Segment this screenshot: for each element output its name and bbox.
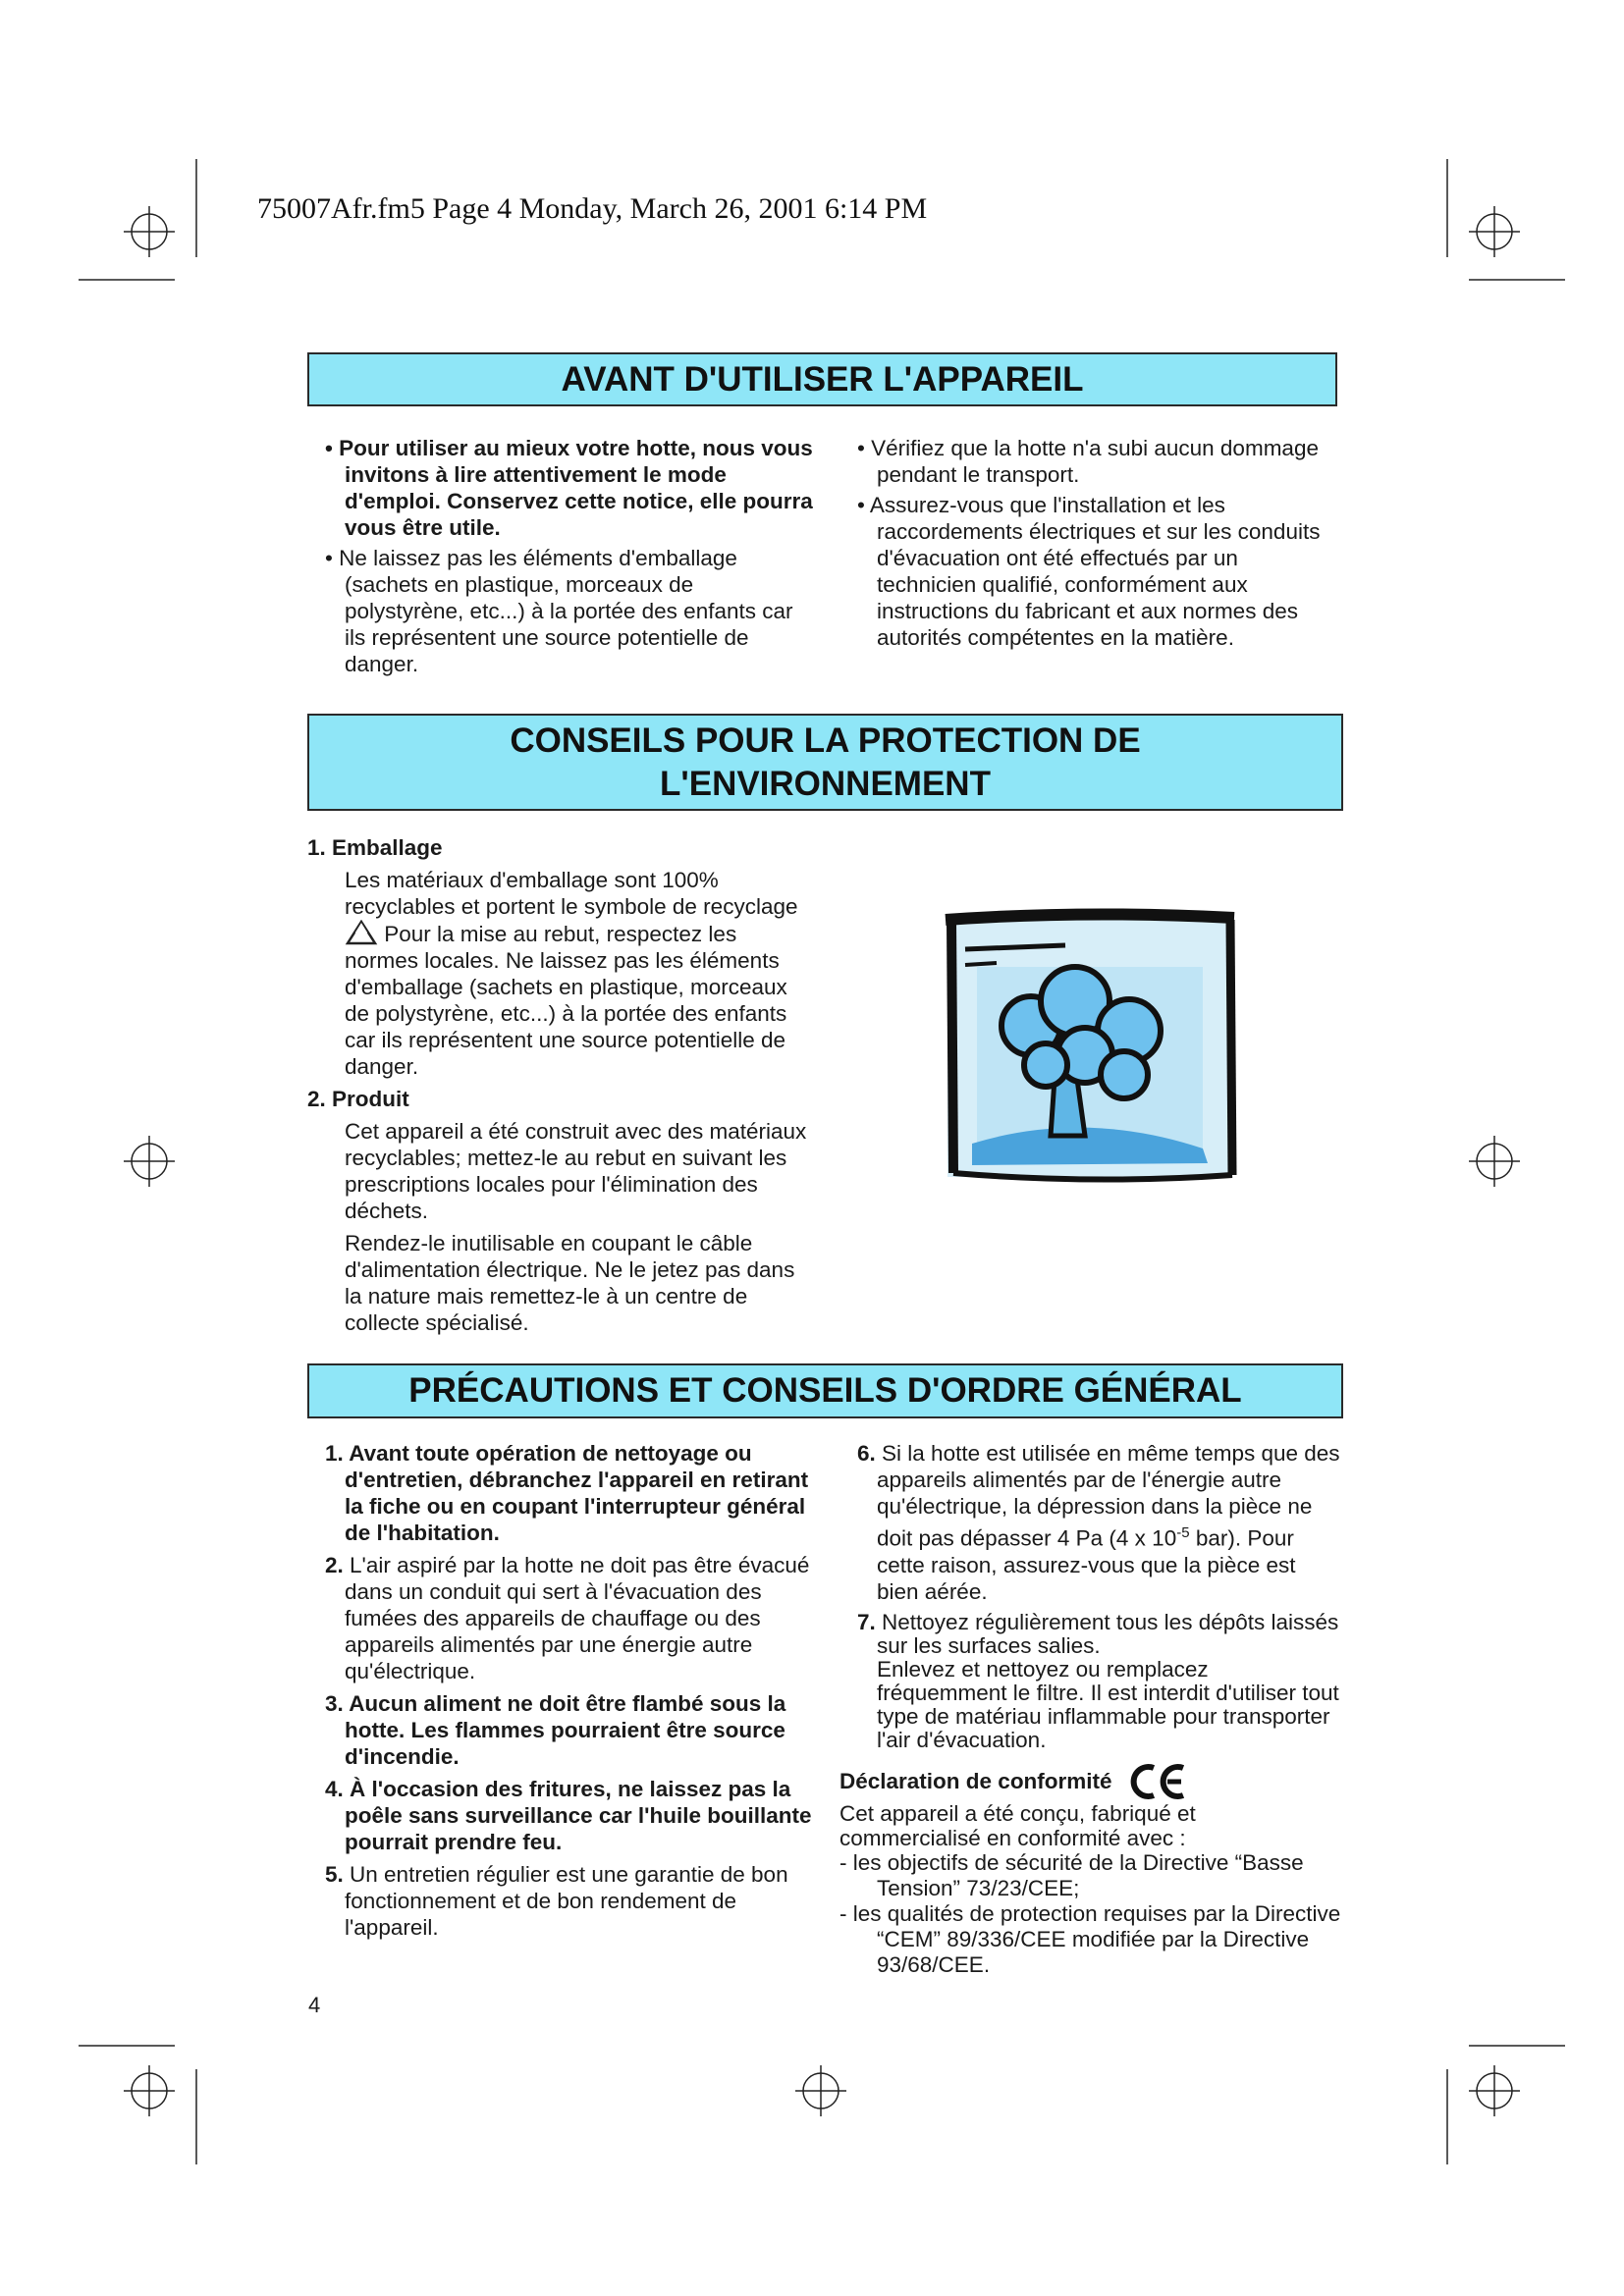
- paragraph: Cet appareil a été construit avec des matériaux recyclables; mettez-le au rebut en suivant les prescriptions locales pour l'élimination des déchets.: [345, 1119, 807, 1223]
- list-item: • Pour utiliser au mieux votre hotte, nous vous invitons à lire attentivement le mode d'emploi. Conservez cette notice, elle pourra vous être utile.: [325, 436, 813, 540]
- ce-mark-icon: [1126, 1762, 1187, 1801]
- section-title-precautions: PRÉCAUTIONS ET CONSEILS D'ORDRE GÉNÉRAL: [307, 1363, 1343, 1418]
- list-item: 7. Nettoyez régulièrement tous les dépôts laissés sur les surfaces salies. Enlevez et nettoyez ou remplacez fréquemment le filtre. Il est interdit d'utiliser tout type de matériau inflammable pour transporter l'air d'évacuation.: [857, 1609, 1339, 1752]
- section3-left-column: [307, 1440, 818, 1941]
- list-item: • Vérifiez que la hotte n'a subi aucun dommage pendant le transport.: [857, 436, 1319, 487]
- list-item: 4. À l'occasion des fritures, ne laissez pas la poêle sans surveillance car l'huile bouillante pourrait prendre feu.: [325, 1777, 812, 1854]
- list-item: 3. Aucun aliment ne doit être flambé sous la hotte. Les flammes pourraient être source d'incendie.: [325, 1691, 786, 1769]
- print-header: 75007Afr.fm5 Page 4 Monday, March 26, 2001 6:14 PM: [257, 192, 928, 225]
- paragraph: Rendez-le inutilisable en coupant le câble d'alimentation électrique. Ne le jetez pas dans la nature mais remettez-le à un centre de collecte spécialisé.: [345, 1231, 795, 1335]
- paragraph: Les matériaux d'emballage sont 100% recyclables et portent le symbole de recyclage Pour la mise au rebut, respectez les normes locales. Ne laissez pas les éléments d'emballage (sachets en plastique, morceaux de polystyrène, etc...) à la portée des enfants car ils représentent une source potentielle de danger.: [345, 868, 798, 1079]
- list-item: - les objectifs de sécurité de la Directive “Basse Tension” 73/23/CEE;: [839, 1849, 1304, 1900]
- section2-text-column: [307, 834, 808, 1336]
- page-number: 4: [308, 1993, 321, 2017]
- section3-right-column: [839, 1440, 1342, 1978]
- conformity-intro: Cet appareil a été conçu, fabriqué et commercialisé en conformité avec :: [839, 1800, 1196, 1850]
- section-title-avant: AVANT D'UTILISER L'APPAREIL: [307, 352, 1337, 406]
- item-title: 2. Produit: [307, 1087, 409, 1111]
- list-item: 1. Avant toute opération de nettoyage ou d'entretien, débranchez l'appareil en retirant la fiche ou en coupant l'interrupteur général de l'habitation.: [325, 1441, 809, 1545]
- recycle-icon: [345, 920, 378, 945]
- conformity-heading: Déclaration de conformité: [839, 1762, 1342, 1801]
- section1-left-column: [307, 435, 818, 681]
- list-item: 5. Un entretien régulier est une garantie de bon fonctionnement et de bon rendement de l'appareil.: [325, 1862, 788, 1940]
- section-title-environnement: CONSEILS POUR LA PROTECTION DE L'ENVIRONNEMENT: [307, 714, 1343, 811]
- list-item: 2. L'air aspiré par la hotte ne doit pas être évacué dans un conduit qui sert à l'évacuation des fumées des appareils de chauffage ou des appareils alimentés par une énergie autre qu'électrique.: [325, 1553, 810, 1683]
- list-item: 6. Si la hotte est utilisée en même temps que des appareils alimentés par de l'énergie autre qu'électrique, la dépression dans la pièce ne doit pas dépasser 4 Pa (4 x $10^{-5}$ bar). Pour cette raison, assurez-vous que la pièce est bien aérée.: [857, 1441, 1340, 1604]
- list-item: - les qualités de protection requises par la Directive “CEM” 89/336/CEE modifiée par la Directive 93/68/CEE.: [839, 1900, 1341, 1977]
- tree-environment-icon: [938, 908, 1242, 1188]
- list-item: • Ne laissez pas les éléments d'emballage (sachets en plastique, morceaux de polystyrène, etc...) à la portée des enfants car ils représentent une source potentielle de danger.: [325, 546, 793, 676]
- item-title: 1. Emballage: [307, 835, 443, 860]
- list-item: • Assurez-vous que l'installation et les raccordements électriques et sur les conduits d'évacuation ont été effectués par un technicien qualifié, conformément aux instructions du fabricant et aux normes des autorités compétentes en la matière.: [857, 493, 1321, 650]
- section1-right-column: [839, 435, 1335, 655]
